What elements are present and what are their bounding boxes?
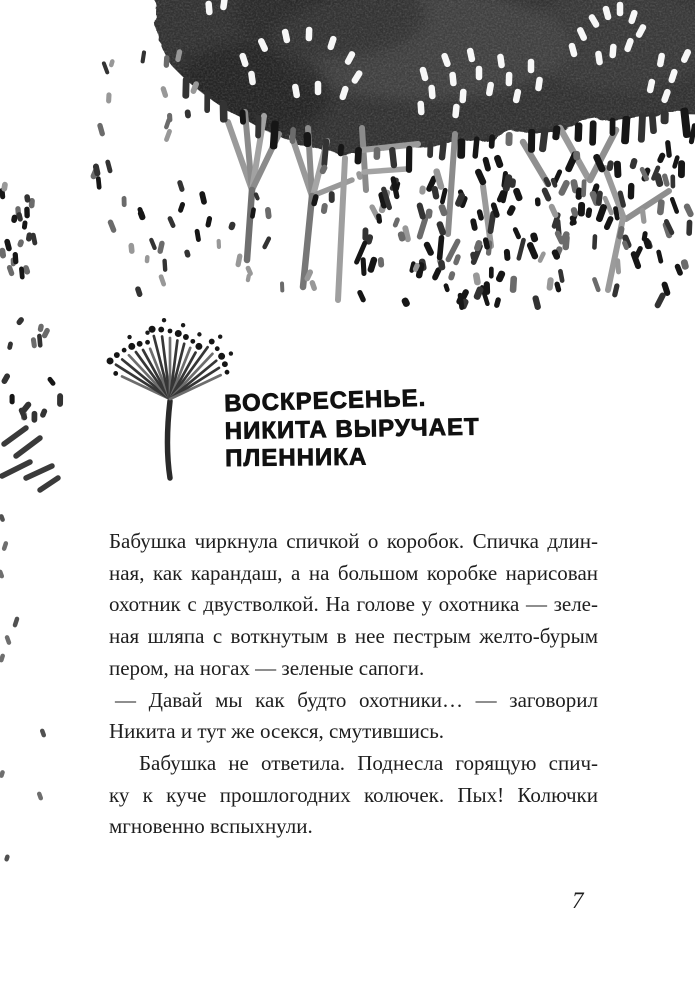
ink-cloud-texture bbox=[130, 0, 695, 175]
white-dash-marks bbox=[205, 0, 692, 119]
chapter-title-line: ВОСКРЕСЕНЬЕ. bbox=[223, 384, 427, 418]
body-line: ная, как карандаш, а на большом коробке нарисован bbox=[109, 560, 598, 585]
body-line: Никита и тут же осекся, смутившись. bbox=[109, 719, 445, 744]
hanging-ink-drips bbox=[182, 76, 691, 173]
gray-twig-strokes bbox=[228, 112, 669, 300]
body-line: ку к куче прошлогодних колючек. Пых! Колючки bbox=[109, 782, 598, 807]
body-line: охотник с двустволкой. На голове у охотника — зеле- bbox=[109, 592, 598, 617]
chapter-title-line: ПЛЕННИКА bbox=[225, 443, 368, 473]
body-text bbox=[109, 526, 598, 843]
dandelion-icon bbox=[107, 318, 234, 478]
body-line: — Давай мы как будто охотники… — заговорил bbox=[115, 687, 598, 712]
ink-cloud bbox=[130, 0, 695, 175]
chapter-title-line: НИКИТА ВЫРУЧАЕТ bbox=[224, 413, 480, 445]
chapter-title bbox=[224, 385, 480, 475]
scattered-ink-dashes bbox=[90, 49, 695, 311]
body-line: пером, на ногах — зеленые сапоги. bbox=[109, 655, 425, 680]
body-line: Бабушка не ответила. Поднесла горящую спич- bbox=[139, 750, 598, 775]
left-margin-dashes bbox=[0, 181, 63, 862]
page-number: 7 bbox=[572, 888, 584, 913]
body-line: мгновенно вспыхнули. bbox=[109, 814, 313, 839]
body-line: ная шляпа с воткнутым в нее пестрым желто-бурым bbox=[109, 624, 598, 649]
body-line: Бабушка чиркнула спичкой о коробок. Спичка длин- bbox=[109, 529, 598, 553]
